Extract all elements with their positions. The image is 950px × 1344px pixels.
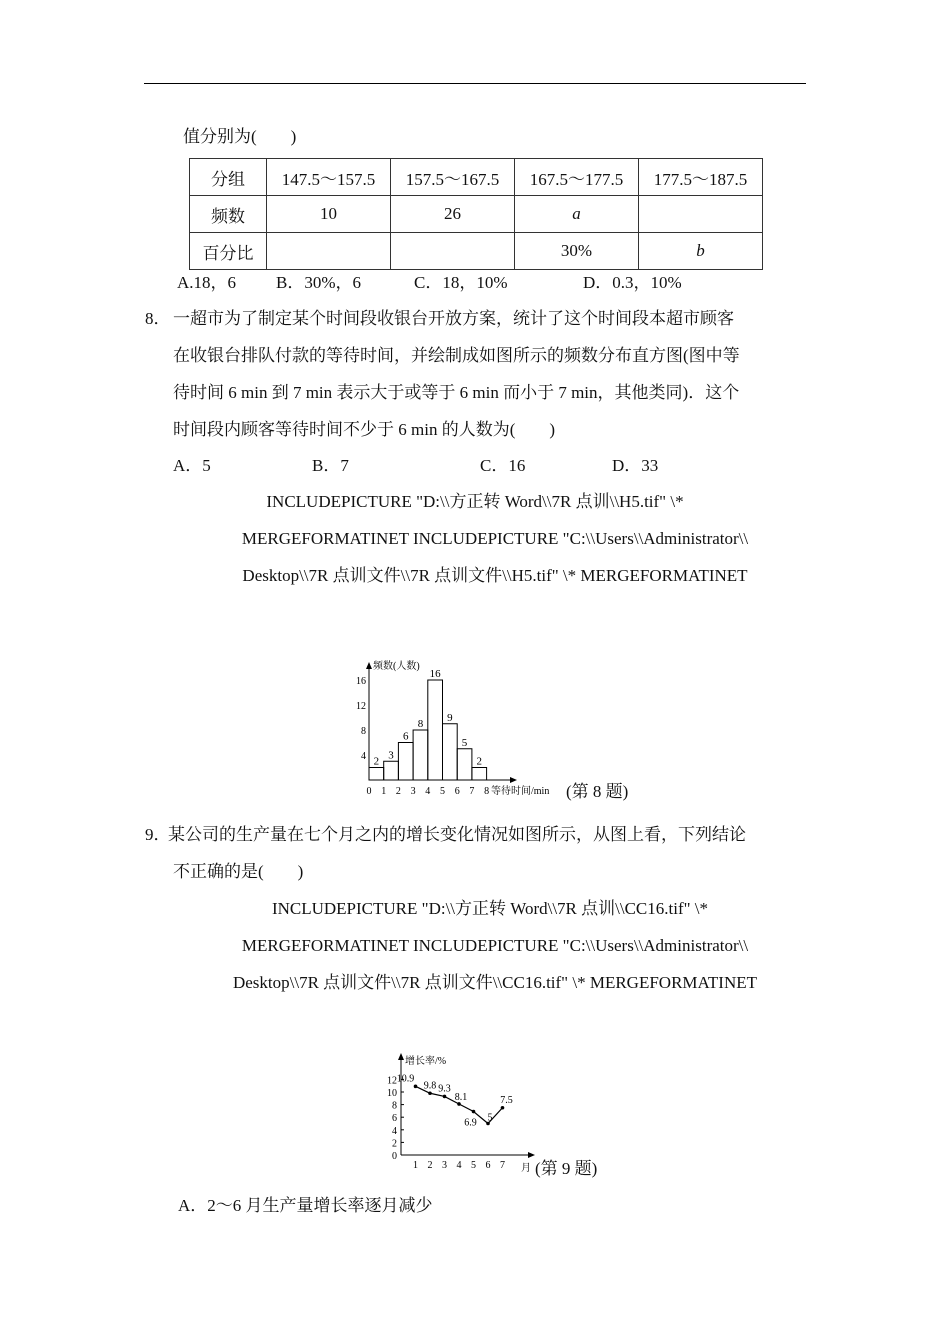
- x-tick-label: 4: [425, 786, 431, 797]
- histogram-bar: [398, 743, 413, 781]
- q8-number: 8．: [145, 309, 171, 328]
- table-cell: 177.5～187.5: [639, 159, 763, 196]
- line-point: [443, 1095, 447, 1099]
- table-cell: [639, 196, 763, 233]
- q7-option-d: D．0.3，10%: [583, 273, 682, 292]
- q9-caption: (第 9 题): [535, 1159, 598, 1178]
- y-tick-label: 16: [356, 676, 366, 687]
- table-row: [190, 196, 763, 233]
- table-row: [190, 159, 763, 196]
- table-cell: 147.5～157.5: [267, 159, 391, 196]
- y-tick-label: 12: [387, 1075, 397, 1087]
- x-tick-label: 7: [500, 1160, 505, 1171]
- histogram-bar: [472, 768, 487, 781]
- histogram-bar: [457, 749, 472, 780]
- table-cell: [391, 233, 515, 270]
- x-axis-label: 月: [521, 1163, 531, 1174]
- histogram-bar: [369, 768, 384, 781]
- y-tick-label: 6: [392, 1113, 397, 1125]
- x-axis-label: 等待时间/min: [491, 786, 550, 797]
- line-point: [414, 1085, 418, 1089]
- x-axis-arrow: [510, 777, 517, 783]
- q9-field-code-3: Desktop\\7R 点训文件\\7R 点训文件\\CC16.tif" \* MERGEFORMATINET: [232, 973, 758, 992]
- y-axis-arrow: [398, 1053, 404, 1060]
- q9-line-1: 某公司的生产量在七个月之内的增长变化情况如图所示，从图上看，下列结论: [168, 825, 746, 844]
- table-cell: 167.5～177.5: [515, 159, 639, 196]
- y-axis-label: 频数(人数): [373, 661, 420, 672]
- q9-option-a: A．2～6 月生产量增长率逐月减少: [178, 1196, 433, 1215]
- line-point: [472, 1110, 476, 1114]
- table-cell: b: [639, 233, 763, 270]
- x-tick-label: 1: [413, 1160, 418, 1171]
- q8-line-4: 时间段内顾客等待时间不少于 6 min 的人数为( ): [173, 420, 556, 439]
- y-tick-label: 4: [361, 751, 366, 762]
- point-value-label: 8.1: [454, 1091, 468, 1103]
- q8-option-c: C．16: [480, 456, 526, 475]
- x-tick-label: 1: [381, 786, 387, 797]
- y-axis-label: 增长率/%: [405, 1056, 447, 1067]
- histogram-bar: [443, 724, 458, 780]
- q8-field-code-2: MERGEFORMATINET INCLUDEPICTURE "C:\\Users\\Administrator\\: [241, 529, 749, 548]
- histogram-bar: [384, 761, 399, 780]
- y-tick-label: 12: [356, 701, 366, 712]
- header-rule: [144, 83, 806, 84]
- table-cell: 10: [267, 196, 391, 233]
- table-row: [190, 233, 763, 270]
- bar-value-label: 9: [447, 711, 453, 724]
- point-value-label: 9.3: [438, 1083, 451, 1095]
- q9-line-2: 不正确的是( ): [173, 862, 304, 881]
- table-row-header: 百分比: [190, 233, 267, 270]
- bar-value-label: 2: [373, 755, 380, 768]
- q8-field-code-1: INCLUDEPICTURE "D:\\方正转 Word\\7R 点训\\H5.tif" \*: [266, 492, 684, 511]
- y-tick-label: 8: [361, 726, 366, 737]
- q8-option-d: D．33: [612, 456, 659, 475]
- bar-value-label: 2: [476, 755, 482, 768]
- bar-value-label: 5: [461, 736, 468, 749]
- q8-line-1: 一超市为了制定某个时间段收银台开放方案，统计了这个时间段本超市顾客: [173, 309, 734, 328]
- x-tick-label: 6: [454, 786, 460, 797]
- q9-field-code-1: INCLUDEPICTURE "D:\\方正转 Word\\7R 点训\\CC16.tif" \*: [271, 899, 709, 918]
- x-tick-label: 3: [410, 786, 416, 797]
- x-tick-label: 5: [471, 1160, 476, 1171]
- table-cell: 30%: [515, 233, 639, 270]
- table-cell: 157.5～167.5: [391, 159, 515, 196]
- q8-caption: (第 8 题): [566, 782, 629, 801]
- point-value-label: 9.8: [423, 1080, 437, 1092]
- y-tick-label: 4: [392, 1125, 397, 1137]
- x-tick-label: 2: [395, 786, 401, 797]
- table-cell: 26: [391, 196, 515, 233]
- x-tick-label: 7: [469, 786, 475, 797]
- point-value-label: 6.9: [464, 1117, 477, 1129]
- x-tick-label: 0: [366, 786, 372, 797]
- table-cell: [267, 233, 391, 270]
- line-point: [501, 1106, 505, 1110]
- q8-field-code-3: Desktop\\7R 点训文件\\7R 点训文件\\H5.tif" \* MERGEFORMATINET: [242, 566, 748, 585]
- x-axis-arrow: [528, 1152, 535, 1158]
- line-point: [428, 1091, 432, 1095]
- y-tick-label: 2: [392, 1138, 397, 1150]
- point-value-label: 7.5: [500, 1094, 513, 1106]
- x-tick-label: 6: [485, 1160, 491, 1171]
- y-tick-label: 10: [387, 1088, 397, 1099]
- q7-stem-tail: 值分别为( ): [183, 127, 297, 146]
- q7-option-b: B．30%，6: [276, 273, 361, 292]
- q9-number: 9．: [145, 825, 171, 844]
- bar-value-label: 16: [429, 668, 441, 680]
- x-tick-label: 5: [440, 786, 445, 797]
- bar-value-label: 8: [417, 718, 424, 730]
- point-value-label: 10.9: [396, 1073, 415, 1085]
- x-tick-label: 8: [484, 786, 490, 797]
- q8-line-2: 在收银台排队付款的等待时间，并绘制成如图所示的频数分布直方图(图中等: [173, 346, 740, 365]
- histogram-bar: [413, 730, 428, 780]
- histogram-chart: [350, 655, 580, 805]
- y-tick-label: 0: [392, 1151, 397, 1162]
- y-tick-label: 8: [392, 1100, 397, 1112]
- q7-option-a: A.18，6: [177, 273, 237, 292]
- histogram-bar: [428, 680, 443, 780]
- x-tick-label: 2: [427, 1160, 433, 1171]
- q8-line-3: 待时间 6 min 到 7 min 表示大于或等于 6 min 而小于 7 min，其他类同)．这个: [173, 383, 740, 402]
- q9-field-code-2: MERGEFORMATINET INCLUDEPICTURE "C:\\Users\\Administrator\\: [241, 936, 749, 955]
- q7-option-c: C．18，10%: [414, 273, 508, 292]
- point-value-label: 5: [487, 1112, 493, 1124]
- table-cell: a: [515, 196, 639, 233]
- line-chart: [380, 1050, 540, 1175]
- x-tick-label: 4: [456, 1160, 462, 1171]
- bar-value-label: 3: [388, 749, 394, 762]
- table-row-header: 分组: [190, 159, 267, 196]
- q8-option-a: A．5: [173, 456, 211, 475]
- bar-value-label: 6: [403, 730, 409, 743]
- y-axis-arrow: [366, 662, 372, 669]
- q8-option-b: B．7: [312, 456, 349, 475]
- q7-frequency-table: [189, 158, 763, 270]
- table-row-header: 频数: [190, 196, 267, 233]
- x-tick-label: 3: [442, 1160, 447, 1171]
